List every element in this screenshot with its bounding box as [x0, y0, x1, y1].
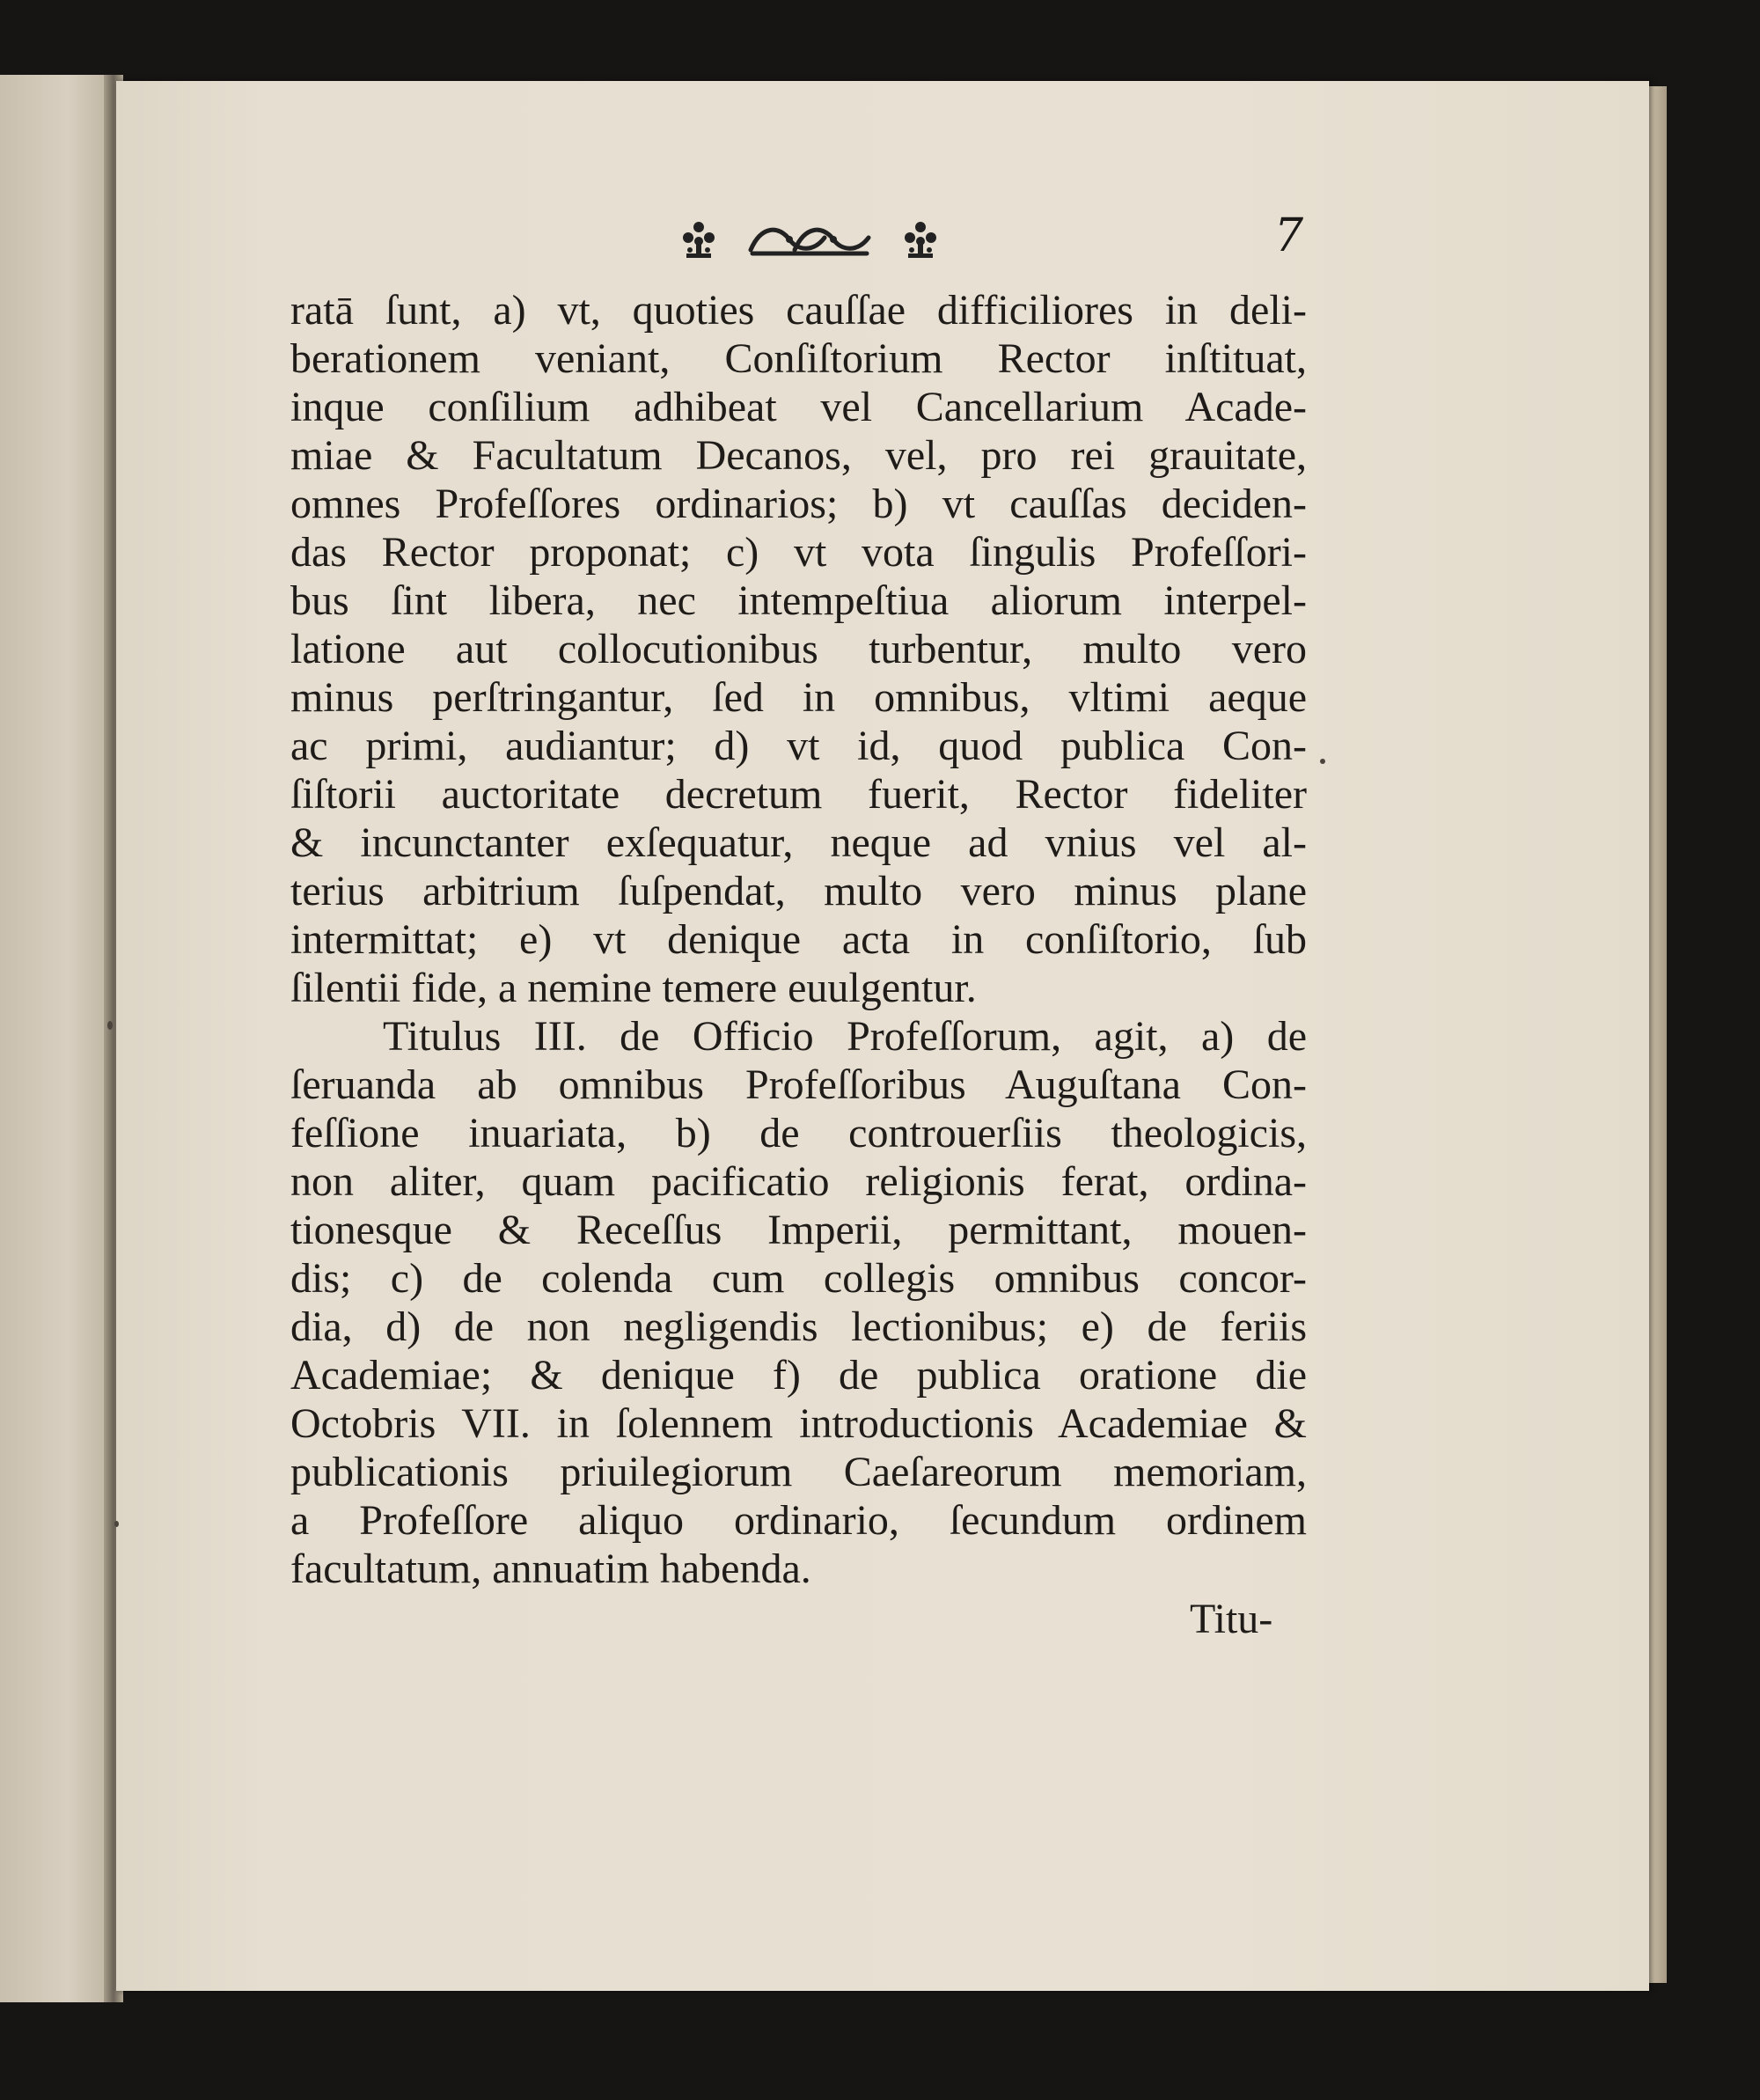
previous-page-edge [0, 75, 113, 2002]
text-line: a Profeſſore aliquo ordinario, ſecundum ordinem [290, 1497, 1307, 1544]
paper-speck [107, 1021, 113, 1030]
text-line: ſilentii fide, a nemine temere euulgentur. [290, 965, 977, 1011]
scroll-ornament-icon [744, 220, 876, 259]
text-line: omnes Profeſſores ordinarios; b) vt cauſſas deciden- [290, 481, 1307, 527]
text-line: non aliter, quam pacificatio religionis ferat, ordina- [290, 1158, 1307, 1205]
text-line: facultatum, annuatim habenda. [290, 1546, 811, 1592]
text-line: feſſione inuariata, b) de controuerſiis theologicis, [290, 1110, 1307, 1156]
text-line: berationem veniant, Conſiſtorium Rector inſtituat, [290, 335, 1307, 382]
text-line: dis; c) de colenda cum collegis omnibus concor- [290, 1255, 1307, 1302]
text-line: miae & Facultatum Decanos, vel, pro rei grauitate, [290, 432, 1307, 479]
text-line: ſeruanda ab omnibus Profeſſoribus Auguſtana Con- [290, 1061, 1307, 1108]
text-line: inque conſilium adhibeat vel Cancellarium Acade- [290, 384, 1307, 430]
text-line: bus ſint libera, nec intempeſtiua aliorum interpel- [290, 577, 1307, 624]
fleuron-icon [899, 218, 942, 261]
text-line: minus perſtringantur, ſed in omnibus, vltimi aeque [290, 674, 1307, 721]
text-line: ratā ſunt, a) vt, quoties cauſſae difficiliores in deli- [290, 287, 1307, 334]
text-line: ac primi, audiantur; d) vt id, quod publica Con- [290, 723, 1307, 769]
text-line: ſiſtorii auctoritate decretum fuerit, Rector fideliter [290, 771, 1307, 818]
text-line: dia, d) de non negligendis lectionibus; e) de feriis [290, 1303, 1307, 1350]
text-line: intermittat; e) vt denique acta in conſiſtorio, ſub [290, 916, 1307, 963]
catchword: Titu- [1190, 1596, 1273, 1642]
paper-speck [114, 1521, 119, 1527]
text-line: Octobris VII. in ſolennem introductionis Academiae & [290, 1400, 1307, 1447]
fleuron-icon [678, 218, 720, 261]
running-head-ornament [678, 213, 942, 266]
text-line: Academiae; & denique f) de publica oratione die [290, 1352, 1307, 1399]
text-line: latione aut collocutionibus turbentur, multo vero [290, 626, 1307, 672]
text-line: publicationis priuilegiorum Caeſareorum memoriam, [290, 1449, 1307, 1495]
text-line: & incunctanter exſequatur, neque ad vnius vel al- [290, 819, 1307, 866]
text-line: Titulus III. de Officio Profeſſorum, agit, a) de [383, 1013, 1307, 1060]
text-line: tionesque & Receſſus Imperii, permittant, mouen- [290, 1207, 1307, 1253]
body-text [290, 286, 1307, 1593]
text-line: das Rector proponat; c) vt vota ſingulis Profeſſori- [290, 529, 1307, 576]
page-number: 7 [1274, 209, 1304, 262]
text-line: terius arbitrium ſuſpendat, multo vero minus plane [290, 868, 1307, 914]
paper-speck [1320, 759, 1325, 764]
